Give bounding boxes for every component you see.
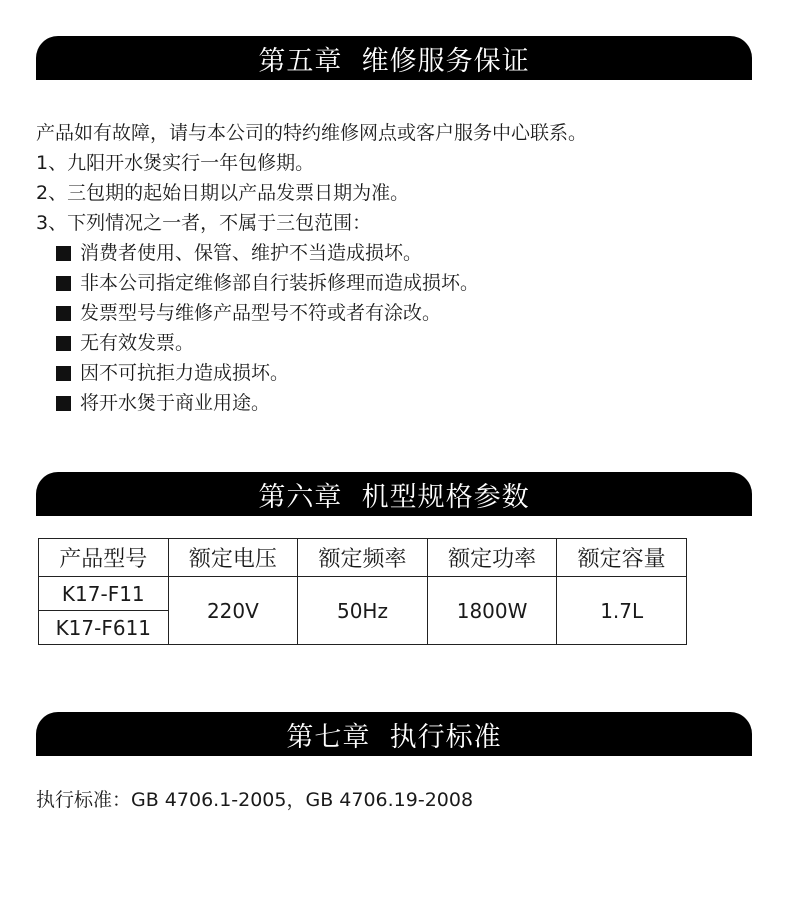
header-capacity: 额定容量 [557, 539, 687, 577]
voltage-cell: 220V [168, 577, 298, 645]
exclusion-item [36, 268, 587, 298]
chapter-6-banner: 第六章 机型规格参数 [36, 472, 752, 516]
chapter-7-banner: 第七章 执行标准 [36, 712, 752, 756]
exclusion-text: 因不可抗拒力造成损坏。 [80, 362, 290, 384]
power-cell: 1800W [427, 577, 557, 645]
exclusion-item [36, 298, 587, 328]
standards-text: 执行标准：GB 4706.1-2005，GB 4706.19-2008 [36, 789, 474, 811]
exclusion-item [36, 238, 587, 268]
header-power: 额定功率 [427, 539, 557, 577]
table-row [39, 577, 687, 611]
exclusion-text: 消费者使用、保管、维护不当造成损坏。 [80, 242, 423, 264]
header-frequency: 额定频率 [298, 539, 428, 577]
exclusion-text: 无有效发票。 [80, 332, 195, 354]
exclusion-text: 发票型号与维修产品型号不符或者有涂改。 [80, 302, 442, 324]
square-bullet-icon [56, 246, 71, 261]
exclusion-item [36, 328, 587, 358]
exclusion-item [36, 358, 587, 388]
spec-table [38, 538, 687, 645]
model-cell: K17-F11 [39, 577, 169, 611]
capacity-cell: 1.7L [557, 577, 687, 645]
warranty-item-3: 3、下列情况之一者，不属于三包范围： [36, 212, 372, 234]
frequency-cell: 50Hz [298, 577, 428, 645]
square-bullet-icon [56, 396, 71, 411]
warranty-item-2: 2、三包期的起始日期以产品发票日期为准。 [36, 182, 410, 204]
warranty-item-1: 1、九阳开水煲实行一年包修期。 [36, 152, 315, 174]
header-model: 产品型号 [39, 539, 169, 577]
exclusion-text: 非本公司指定维修部自行装拆修理而造成损坏。 [80, 272, 480, 294]
exclusion-list [36, 238, 587, 418]
exclusion-text: 将开水煲于商业用途。 [80, 392, 271, 414]
table-header-row [39, 539, 687, 577]
intro-text: 产品如有故障，请与本公司的特约维修网点或客户服务中心联系。 [36, 122, 588, 144]
square-bullet-icon [56, 306, 71, 321]
chapter-5-body [36, 118, 587, 418]
header-voltage: 额定电压 [168, 539, 298, 577]
chapter-5-banner: 第五章 维修服务保证 [36, 36, 752, 80]
square-bullet-icon [56, 366, 71, 381]
model-cell: K17-F611 [39, 611, 169, 645]
square-bullet-icon [56, 336, 71, 351]
square-bullet-icon [56, 276, 71, 291]
exclusion-item [36, 388, 587, 418]
